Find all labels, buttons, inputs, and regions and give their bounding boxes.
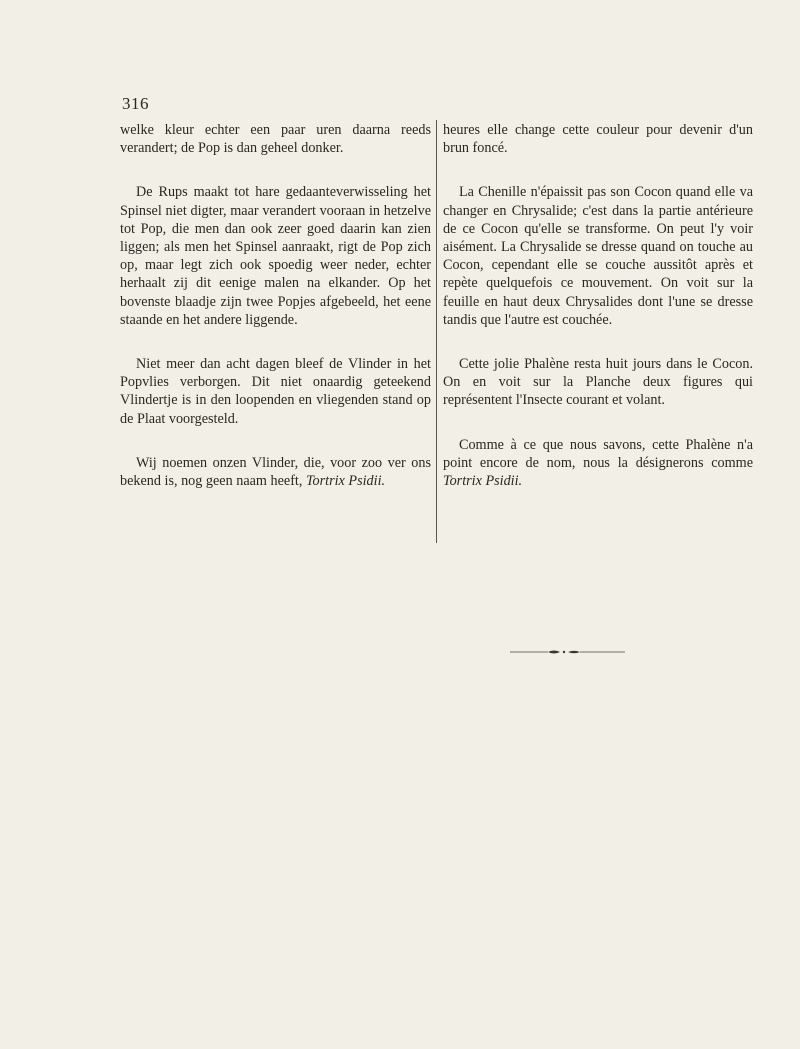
left-species-name: Tortrix Psidii. bbox=[305, 473, 386, 490]
left-paragraph-4-text: Wij noemen onzen Vlinder, die, voor zoo ver ons bekend is, nog geen naam heeft, bbox=[120, 454, 431, 490]
right-paragraph-4-text: Comme à ce que nous savons, cette Phalène n'a point encore de nom, nous la désignerons comme bbox=[443, 436, 753, 471]
right-paragraph-1: heures elle change cette couleur pour devenir d'un brun foncé. bbox=[443, 122, 753, 157]
left-paragraph-4 bbox=[120, 454, 431, 490]
right-paragraph-4 bbox=[443, 436, 753, 491]
column-divider bbox=[436, 120, 437, 543]
page-number: 316 bbox=[122, 94, 149, 113]
left-paragraph-2: De Rups maakt tot hare gedaanteverwisseling het Spinsel niet digter, maar verandert vooraan in hetzelve tot Pop, die men dan ook zeer goed daarin kan zien liggen; als men het Spinsel aanraakt, rigt de Pop zich op, maar legt zich ook spoedig weer neder, echter herhaalt zij dit eenige malen na elkander. Op het bovenste blaadje zijn twee Popjes afgebeeld, het eene staande en het andere liggende. bbox=[120, 184, 431, 328]
left-column bbox=[120, 121, 431, 516]
right-species-name: Tortrix Psidii. bbox=[443, 473, 523, 490]
right-paragraph-3: Cette jolie Phalène resta huit jours dans le Cocon. On en voit sur la Planche deux figures qui représentent l'Insecte courant et volant. bbox=[443, 356, 753, 409]
left-paragraph-1: welke kleur echter een paar uren daarna reeds verandert; de Pop is dan geheel donker. bbox=[120, 122, 431, 157]
left-paragraph-3: Niet meer dan acht dagen bleef de Vlinder in het Popvlies verborgen. Dit niet onaardig geteekend Vlindertje is in den loopenden en vliegenden stand op de Plaat voorgesteld. bbox=[120, 356, 431, 427]
right-column bbox=[443, 121, 753, 516]
ornamental-rule-icon bbox=[510, 648, 625, 656]
right-paragraph-2: La Chenille n'épaissit pas son Cocon quand elle va changer en Chrysalide; c'est dans la partie antérieure de ce Cocon qu'elle se transforme. On peut l'y voir aisément. La Chrysalide se dresse quand on touche au Cocon, cependant elle se couche aussitôt après et repète quelquefois ce mouvement. On voit sur la feuille en haut deux Chrysalides dont l'une se dresse tandis que l'autre est couchée. bbox=[443, 184, 753, 328]
